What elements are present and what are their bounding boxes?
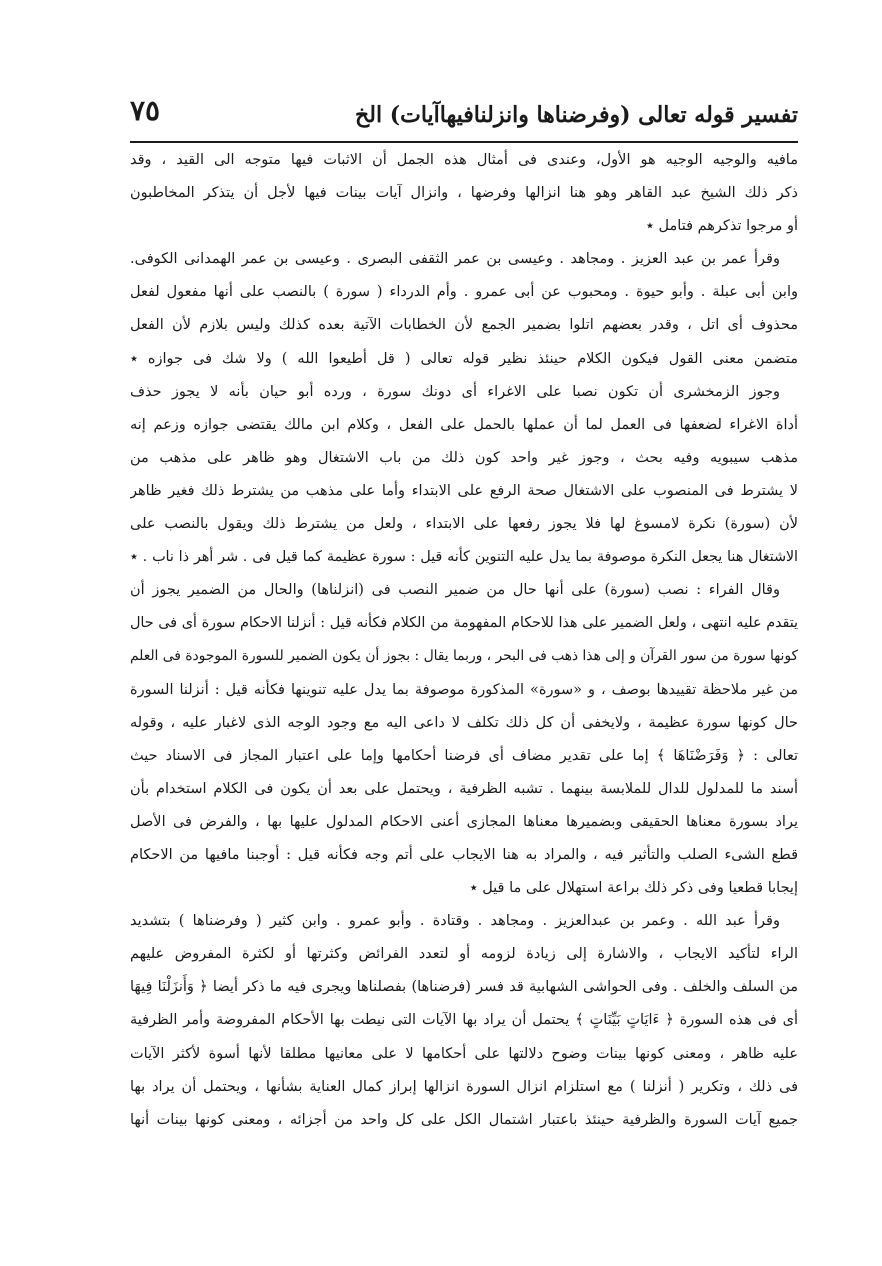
text-line: ذكر ذلك الشيخ عبد القاهر وهو هنا انزالها وفرضها ، وانزال آيات بينات فيها لأجل أن يتذكر المخاطبون bbox=[130, 185, 798, 202]
text-line: إيجابا قطعيا وفى ذكر ذلك براعة استهلال على ما قيل ٭ bbox=[469, 880, 798, 897]
text-line: جميع آيات السورة والظرفية حينئذ باعتبار اشتمال الكل على كل واحد من أجزائه ، ومعنى كونها بينات أنها bbox=[130, 1111, 798, 1128]
text-line: أسند ما للمدلول للدال للملابسة بينهما . تشبه الظرفية ، ويحتمل على بعد أن يكون فى الكلام استخدام بأن bbox=[130, 780, 798, 797]
text-line: من السلف والخلف . وفى الحواشى الشهابية قد فسر (فرضناها) بفصلناها ويجرى فيه ما ذكر أيضا ﴿ وَأَنزَلْنَا فِيهَا bbox=[130, 979, 798, 996]
page-header bbox=[130, 92, 798, 138]
text-line: من غير ملاحظة تقييدها بوصف ، و «سورة» المذكورة موصوفة بما يدل عليه تنوينها فكأنه قيل : أنزلنا السورة bbox=[130, 681, 798, 698]
page-number: ٧٥ bbox=[130, 94, 161, 127]
text-line: وجوز الزمخشرى أن تكون نصبا على الاغراء أى دونك سورة ، ورده أبو حيان بأنه لا يجوز حذف bbox=[130, 383, 780, 400]
text-line: مذهب سيبويه وفيه بحث ، وجوز غير واحد كون ذلك من باب الاشتغال وهو ظاهر على مذهب من bbox=[130, 449, 798, 466]
text-line: متضمن معنى القول فيكون الكلام حينئذ نظير قوله تعالى ( قل أطيعوا الله ) ولا شك فى جوازه ٭ bbox=[130, 350, 798, 367]
text-line: وقال الفراء : نصب (سورة) على أنها حال من ضمير النصب فى (انزلناها) والحال من الضمير يجوز أن bbox=[130, 582, 780, 599]
text-line: تعالى : ﴿ وَفَرَضْنَاهَا ﴾ إما على تقدير مضاف أى فرضنا أحكامها وإما على اعتبار المجاز فى الاسناد حيث bbox=[130, 747, 798, 764]
text-line: عليه ظاهر ، ومعنى كونها بينات وضوح دلالتها على أحكامها لا على معانيها مطلقا لأنها أسوة لأكثر الآيات bbox=[130, 1045, 798, 1062]
text-line: الراء لتأكيد الايجاب ، والاشارة إلى زيادة لزومه أو لتعدد الفرائض وكثرتها أو لكثرة المفروض عليهم bbox=[130, 946, 798, 963]
running-head: تفسير قوله تعالى (وفرضناها وانزلنافيهاآيات) الخ bbox=[355, 102, 798, 128]
text-line: لأن (سورة) نكرة لامسوغ لها فلا يجوز رفعها على الابتداء ، ولعل من يشترط ذلك ويقول بالنصب على bbox=[130, 516, 798, 533]
text-line: أى فى هذه السورة ﴿ ءَايَاتٍ بَيِّنَاتٍ ﴾ يحتمل أن يراد بها الآيات التى نيطت بها الأحكام المفروضة وأمر الظرفية bbox=[130, 1012, 798, 1029]
text-line: وابن أبى عبلة . وأبو حيوة . ومحبوب عن أبى عمرو . وأم الدرداء ( سورة ) بالنصب على أنها مفعول لفعل bbox=[130, 284, 798, 301]
text-line: وقرأ عبد الله . وعمر بن عبدالعزيز . ومجاهد . وقتادة . وأبو عمرو . وابن كثير ( وفرضناها ) بتشديد bbox=[130, 913, 780, 930]
text-line: الاشتغال هنا يجعل النكرة موصوفة بما يدل عليه التنوين كأنه قيل : سورة عظيمة كما قيل فى . شر أهر ذا ناب . ٭ bbox=[130, 549, 798, 566]
text-line: حال كونها سورة عظيمة ، ولايخفى أن كل ذلك تكلف لا داعى اليه مع وجود الوجه الذى لاغبار عليه ، وقوله bbox=[130, 714, 798, 731]
text-line: مافيه والوجيه الوجيه هو الأول، وعندى فى أمثال هذه الجمل أن الاثبات فيها متوجه الى القيد ، وقد bbox=[130, 152, 798, 168]
text-line: يتقدم عليه انتهى ، ولعل الضمير على هذا للاحكام المفهومة من الكلام فكأنه قيل : أنزلنا الاحكام سورة أى فى حال bbox=[130, 615, 798, 632]
text-line: محذوف أى اتل ، وقدر بعضهم اتلوا بضمير الجمع لأن الخطابات الآتية بعده كذلك وليس بلازم لأن الفعل bbox=[130, 317, 798, 334]
text-line: أو مرجوا تذكرهم فتامل ٭ bbox=[646, 218, 798, 235]
header-rule bbox=[130, 141, 798, 143]
text-line: قطع الشىء الصلب والتأثير فيه ، والمراد به هنا الايجاب على أتم وجه فكأنه قيل : أوجبنا مافيها من الاحكام bbox=[130, 846, 798, 863]
text-line: يراد بسورة معناها الحقيقى وبضميرها معناها المجازى أعنى الاحكام المدلول عليها بها ، والفرض فى الأصل bbox=[130, 813, 798, 830]
text-line: كونها سورة من سور القرآن و إلى هذا ذهب فى البحر ، وربما يقال : بجوز أن يكون الضمير للسورة الموجودة فى العلم bbox=[130, 648, 798, 665]
text-line: أداة الاغراء لضعفها فى العمل لما أن عملها بالحمل على الفعل ، وكلام ابن مالك يقتضى جوازه وزعم إنه bbox=[130, 416, 798, 433]
text-line: وقرأ عمر بن عبد العزيز . ومجاهد . وعيسى بن عمر الثقفى البصرى . وعيسى بن عمر الهمدانى الكوفى. bbox=[130, 251, 780, 268]
body-text bbox=[130, 144, 798, 1137]
text-line: لا يشترط فى المنصوب على الاشتغال صحة الرفع على الابتداء وأما على مذهب من يشترط ذلك فغير ظاهر bbox=[130, 482, 798, 499]
text-line: فى ذلك ، وتكرير ( أنزلنا ) مع استلزام انزال السورة انزالها إبراز كمال العناية بشأنها ، ويحتمل أن يراد بها bbox=[130, 1078, 798, 1095]
